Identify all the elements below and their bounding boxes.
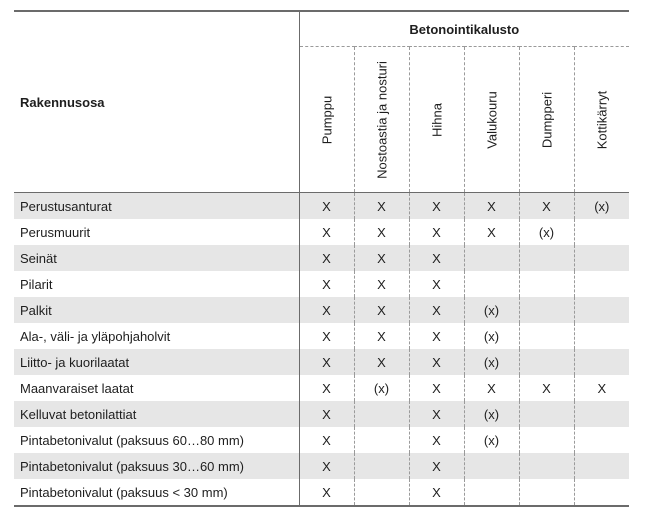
table-cell	[519, 479, 574, 506]
table-cell: X	[354, 349, 409, 375]
concreting-equipment-table	[14, 10, 629, 507]
table-cell	[464, 479, 519, 506]
table-cell: X	[299, 375, 354, 401]
table-cell: (x)	[354, 375, 409, 401]
table-row	[14, 271, 629, 297]
table-cell: X	[519, 193, 574, 220]
table-cell	[464, 453, 519, 479]
table-cell: X	[299, 479, 354, 506]
table-row	[14, 349, 629, 375]
table-cell: X	[299, 297, 354, 323]
table-cell: X	[299, 349, 354, 375]
table-row	[14, 219, 629, 245]
table-cell: X	[299, 323, 354, 349]
table-cell: X	[299, 193, 354, 220]
table-cell	[464, 245, 519, 271]
row-label: Pintabetonivalut (paksuus 30…60 mm)	[14, 453, 299, 479]
table-cell: (x)	[464, 401, 519, 427]
table-row	[14, 375, 629, 401]
table-cell: X	[574, 375, 629, 401]
row-label: Liitto- ja kuorilaatat	[14, 349, 299, 375]
table-row	[14, 427, 629, 453]
table-row	[14, 479, 629, 506]
table-cell: (x)	[519, 219, 574, 245]
table-cell	[354, 401, 409, 427]
table-cell: X	[409, 323, 464, 349]
table-cell: X	[464, 219, 519, 245]
table-row	[14, 245, 629, 271]
table-cell	[519, 271, 574, 297]
table-cell	[354, 427, 409, 453]
row-label: Maanvaraiset laatat	[20, 380, 134, 396]
table-body	[14, 193, 629, 507]
table-row	[14, 297, 629, 323]
table-cell: X	[299, 245, 354, 271]
table-cell	[574, 349, 629, 375]
table-cell: X	[354, 219, 409, 245]
table-row	[14, 193, 629, 220]
column-header	[299, 47, 354, 193]
column-header-label: Valukouru	[484, 90, 499, 149]
column-header	[354, 47, 409, 193]
table-cell: X	[409, 401, 464, 427]
table-cell: X	[299, 427, 354, 453]
table-cell: X	[354, 297, 409, 323]
table-cell	[574, 453, 629, 479]
row-label: Pintabetonivalut (paksuus < 30 mm)	[14, 479, 299, 506]
column-header-label: Pumppu	[319, 95, 334, 144]
table-cell: X	[409, 427, 464, 453]
row-label: Kelluvat betonilattiat	[14, 401, 299, 427]
column-header	[574, 47, 629, 193]
table-cell	[519, 453, 574, 479]
table-cell	[519, 349, 574, 375]
table-cell: X	[354, 193, 409, 220]
table-cell: X	[354, 245, 409, 271]
row-label: Perustusanturat	[14, 193, 299, 220]
table-cell	[574, 323, 629, 349]
table-cell: X	[299, 453, 354, 479]
row-label: Pintabetonivalut (paksuus 60…80 mm)	[20, 432, 245, 448]
table-cell: (x)	[464, 297, 519, 323]
table-cell	[519, 297, 574, 323]
table-cell	[574, 479, 629, 506]
row-label: Palkit	[14, 297, 299, 323]
row-label: Ala-, väli- ja yläpohjaholvit	[20, 328, 171, 344]
column-header	[409, 47, 464, 193]
table-cell	[519, 401, 574, 427]
table-cell: X	[409, 349, 464, 375]
row-label: Pilarit	[20, 276, 53, 292]
row-header-rakennusosa: Rakennusosa	[14, 11, 299, 193]
table-row	[14, 323, 629, 349]
table-cell: X	[299, 401, 354, 427]
column-header-label: Hihna	[429, 102, 444, 137]
table-cell	[574, 401, 629, 427]
table-cell	[574, 427, 629, 453]
table-cell	[464, 271, 519, 297]
table-cell: X	[409, 297, 464, 323]
table-cell	[519, 427, 574, 453]
row-label: Perusmuurit	[20, 224, 91, 240]
table-cell: X	[409, 193, 464, 220]
table-cell: (x)	[464, 349, 519, 375]
table-cell: X	[299, 271, 354, 297]
table-cell	[519, 323, 574, 349]
concreting-equipment-table-frame	[14, 10, 629, 507]
table-cell	[574, 271, 629, 297]
table-cell: X	[409, 245, 464, 271]
column-header-label: Nostoastia ja nosturi	[374, 60, 389, 179]
table-cell: X	[299, 219, 354, 245]
column-header-label: Kottikärryt	[594, 90, 610, 149]
row-label: Seinät	[14, 245, 299, 271]
column-header	[519, 47, 574, 193]
table-cell: X	[464, 375, 519, 401]
table-cell	[574, 297, 629, 323]
table-cell: X	[409, 271, 464, 297]
table-cell: X	[519, 375, 574, 401]
table-cell: (x)	[464, 323, 519, 349]
table-row	[14, 453, 629, 479]
table-cell: (x)	[464, 427, 519, 453]
table-cell: X	[464, 193, 519, 220]
table-cell	[354, 479, 409, 506]
table-cell: X	[409, 479, 464, 506]
table-cell	[354, 453, 409, 479]
table-cell: X	[409, 375, 464, 401]
column-header-label: Dumpperi	[539, 91, 554, 148]
table-cell: X	[409, 219, 464, 245]
table-cell: X	[354, 271, 409, 297]
group-header-betonointikalusto: Betonointikalusto	[299, 11, 629, 47]
table-cell: (x)	[574, 193, 629, 220]
table-cell: X	[354, 323, 409, 349]
table-cell	[519, 245, 574, 271]
table-cell	[574, 245, 629, 271]
column-header	[464, 47, 519, 193]
table-cell: X	[409, 453, 464, 479]
table-cell	[574, 219, 629, 245]
table-row	[14, 401, 629, 427]
